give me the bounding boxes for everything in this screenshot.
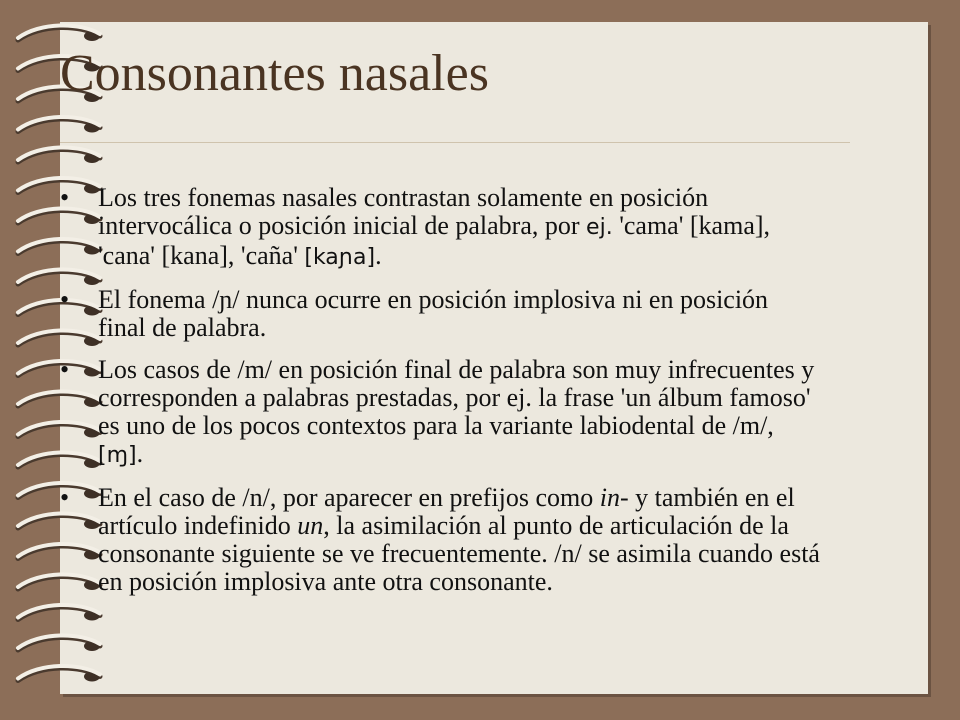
bullet-text: [kaɲa] (304, 245, 376, 270)
slide-title: Consonantes nasales (60, 45, 489, 102)
binding-ring (18, 635, 100, 651)
binding-ring (18, 117, 100, 133)
bullet-text: [ɱ] (98, 443, 137, 468)
bullet-text: Los tres fonemas nasales contrastan solamente en posición intervocálica o posición inicial de palabra, por (98, 183, 709, 240)
bullet-text: El fonema /ɲ/ nunca ocurre en posición implosiva ni en posición final de palabra. (98, 285, 769, 342)
bullet-text: ej. (586, 215, 613, 240)
bullet-text: in- (599, 483, 629, 512)
bullet-item (60, 484, 820, 596)
bullet-text: Los casos de /m/ en posición final de palabra son muy infrecuentes y corresponden a palabras prestadas, por ej. la frase 'un álbum famoso' es uno de los pocos contextos para la variante labiodental de /m/, (98, 355, 815, 440)
bullet-text: 'cama' [kama], 'cana' [kana], 'caña' (98, 211, 771, 270)
bullet-dot: • (60, 183, 70, 212)
bullet-text: En el caso de /n/, por aparecer en prefijos como (98, 483, 600, 512)
binding-ring (18, 25, 100, 41)
binding-ring (18, 666, 100, 682)
bullet-item (60, 286, 820, 342)
bullet-dot: • (60, 285, 70, 314)
title-divider (60, 142, 850, 143)
bullet-list (60, 184, 820, 610)
bullet-item (60, 356, 820, 470)
bullet-text: . (136, 439, 144, 468)
bullet-dot: • (60, 355, 70, 384)
bullet-text: un (297, 511, 324, 540)
bullet-item (60, 184, 820, 272)
bullet-text: y también en el artículo indefinido (98, 483, 795, 540)
bullet-text: , la asimilación al punto de articulación de la consonante siguiente se ve frecuentemente. /n/ se asimila cuando está en posición implosiva ante otra consonante. (98, 511, 820, 596)
bullet-text: . (375, 241, 382, 270)
bullet-dot: • (60, 483, 70, 512)
binding-ring (18, 147, 100, 163)
